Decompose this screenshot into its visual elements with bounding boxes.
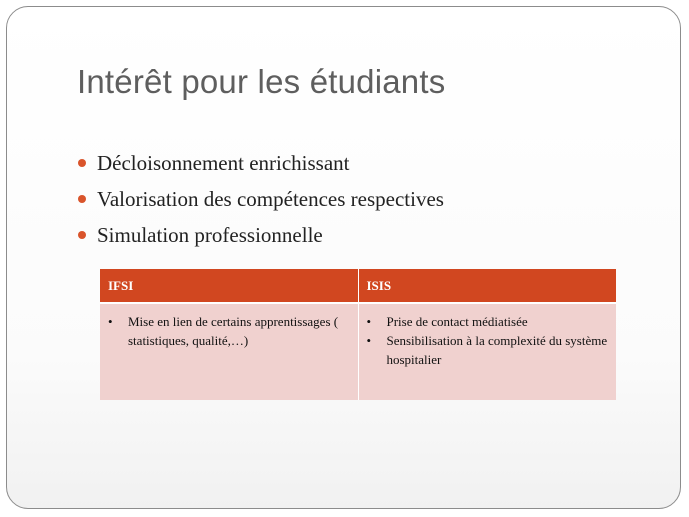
bullet-text: Décloisonnement enrichissant — [97, 151, 350, 175]
cell-item-text: Mise en lien de certains apprentissages ( statistiques, qualité,…) — [128, 314, 339, 348]
bullet-icon: • — [108, 314, 113, 329]
slide — [6, 6, 681, 509]
bullet-dot-icon — [78, 159, 86, 167]
bullet-icon: • — [366, 314, 372, 329]
table-cell-ifsi — [100, 303, 358, 400]
bullet-item — [77, 150, 444, 186]
bullet-dot-icon — [78, 195, 86, 203]
table-header-row — [100, 269, 616, 303]
cell-list-item — [365, 312, 611, 331]
cell-item-text: Prise de contact médiatisée — [386, 314, 528, 329]
table-header-ifsi: IFSI — [100, 269, 358, 303]
table-cell-isis — [358, 303, 616, 400]
bullet-item — [77, 186, 444, 222]
bullet-dot-icon — [78, 231, 86, 239]
cell-list — [106, 312, 352, 350]
comparison-table-wrapper — [100, 269, 616, 394]
cell-list-item — [365, 331, 611, 369]
cell-list — [365, 312, 611, 369]
comparison-table — [100, 269, 616, 400]
slide-title: Intérêt pour les étudiants — [77, 63, 446, 100]
bullet-icon: • — [366, 333, 372, 348]
cell-item-text: Sensibilisation à la complexité du système hospitalier — [386, 333, 608, 367]
cell-list-item — [106, 312, 352, 350]
bullet-item — [77, 222, 444, 258]
bullet-text: Valorisation des compétences respectives — [97, 187, 444, 211]
bullet-text: Simulation professionnelle — [97, 223, 323, 247]
bullet-list — [77, 150, 444, 258]
table-header-isis: ISIS — [358, 269, 616, 303]
table-row — [100, 303, 616, 400]
